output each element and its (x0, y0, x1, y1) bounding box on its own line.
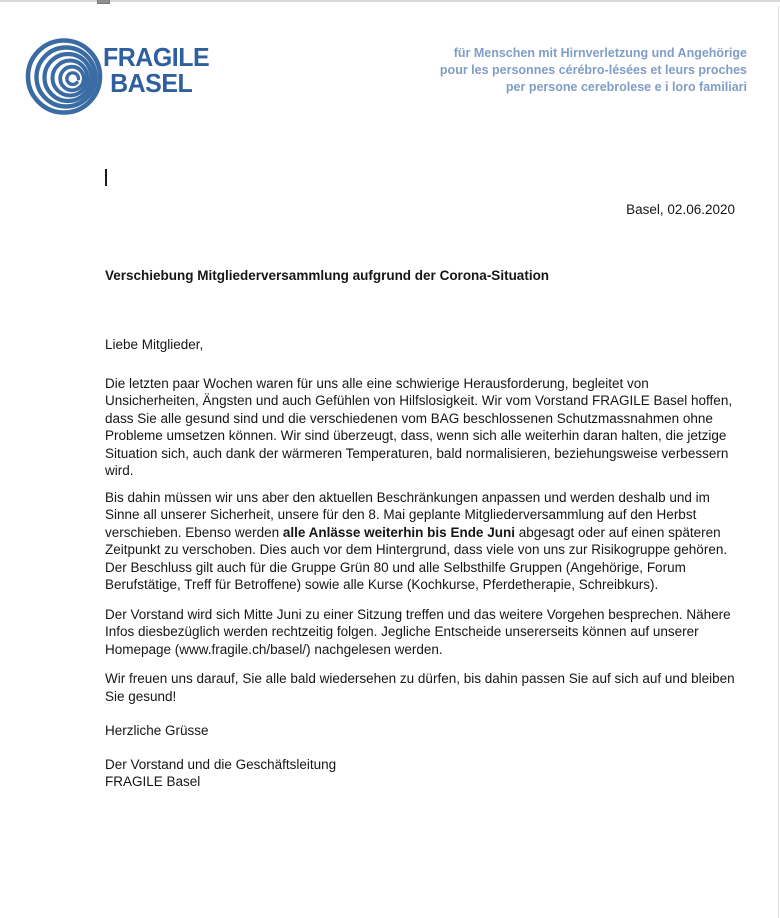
signature-line-1: Der Vorstand und die Geschäftsleitung (105, 756, 337, 772)
empty-first-line (105, 168, 735, 185)
window-top-border (0, 0, 780, 2)
ruler-indent-marker[interactable] (97, 0, 110, 4)
paragraph-1: Die letzten paar Wochen waren für uns alle eine schwierige Herausforderung, begleitet von Unsicherheiten, Ängsten und auch Gefühlen von Hilfslosigkeit. Wir vom Vorstand FRAGILE Basel hoffen, dass Sie alle gesund sind und die verschiedenen vom BAG beschlossenen Schutzmassnahmen ohne Probleme umsetzen können. Wir sind überzeugt, dass, wenn sich alle weiterhin daran halten, die jetzige Situation sich, auch dank der wärmeren Temperaturen, bald normalisieren, beziehungsweise verbessern wird. (105, 375, 733, 478)
subject-heading: Verschiebung Mitgliederversammlung aufgrund der Corona-Situation (105, 267, 550, 283)
tagline-french: pour les personnes cérébro-lésées et leurs proches (439, 62, 747, 77)
paragraph-2 (105, 489, 735, 594)
closing-greeting: Herzliche Grüsse (105, 723, 209, 738)
window-right-border (778, 6, 779, 918)
paragraph-2-before-bold: Bis dahin müssen wir uns aber den aktuellen Beschränkungen anpassen und werden deshalb und im Sinne all unserer Sicherheit, unsere für den 8. Mai geplante Mitgliederversammlung auf den Herbst verschieben. Ebenso werden (105, 489, 710, 540)
paragraph-4: Wir freuen uns darauf, Sie alle bald wiedersehen zu dürfen, bis dahin passen Sie auf sich auf und bleiben Sie gesund! (105, 671, 735, 704)
logo-wordmark (103, 42, 210, 98)
fragile-spiral-logo-icon (22, 38, 108, 116)
paragraph-3: Der Vorstand wird sich Mitte Juni zu einer Sitzung treffen und das weitere Vorgehen besprechen. Nähere Infos diesbezüglich werden rechtzeitig folgen. Jegliche Entscheide unsererseits können auf unserer Homepage (www.fragile.ch/basel/) nachgelesen werden. (105, 606, 731, 657)
logo-wordmark-line2: BASEL (110, 68, 193, 98)
document-page[interactable] (105, 168, 735, 791)
date-line: Basel, 02.06.2020 (626, 202, 735, 217)
logo-wordmark-line1: FRAGILE (103, 42, 210, 72)
paragraph-2-after-bold: abgesagt oder auf einen späteren Zeitpunkt zu verschoben. Dies auch vor dem Hintergrund, dass viele von uns zur Risikogruppe gehören. Der Beschluss gilt auch für die Gruppe Grün 80 und alle Selbsthilfe Gruppen (Angehörige, Forum Berufstätige, Treff für Betroffene) sowie alle Kurse (Kochkurse, Pferdetherapie, Schreibkurs). (105, 524, 728, 592)
tagline-german: für Menschen mit Hirnverletzung und Angehörige (453, 46, 747, 60)
salutation: Liebe Mitglieder, (105, 337, 204, 352)
signature-line-2: FRAGILE Basel (105, 774, 201, 789)
text-cursor (105, 169, 107, 186)
tagline-italian: per persone cerebrolese e i loro familiari (505, 79, 747, 94)
paragraph-2-bold: alle Anlässe weiterhin bis Ende Juni (282, 524, 515, 540)
letterhead-tagline (440, 45, 747, 95)
